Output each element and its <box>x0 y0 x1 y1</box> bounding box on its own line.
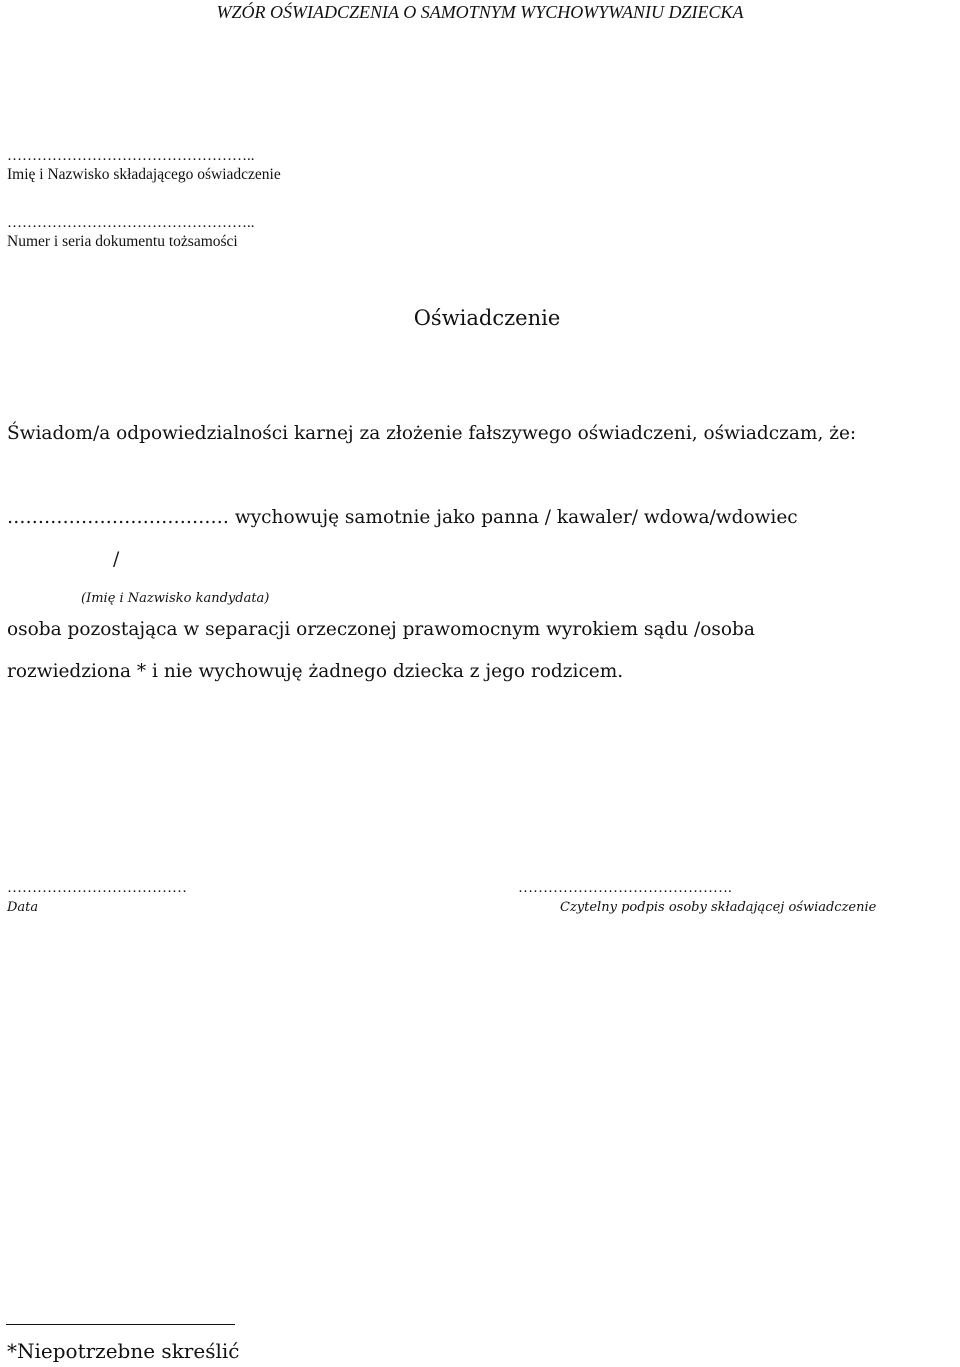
intro-statement: Świadom/a odpowiedzialności karnej za złożenie fałszywego oświadczeni, oświadczam, że: <box>7 423 857 444</box>
signature-label: Czytelny podpis osoby składającej oświadczenie <box>560 900 877 915</box>
document-id-caption: Numer i seria dokumentu tożsamości <box>7 233 238 250</box>
declarant-name-dots: ………………………………………….. <box>7 148 255 164</box>
date-dots: ……………………………… <box>7 880 187 896</box>
candidate-name-caption: (Imię i Nazwisko kandydata) <box>81 591 270 606</box>
statement-line-2: osoba pozostająca w separacji orzeczonej prawomocnym wyrokiem sądu /osoba <box>7 619 755 640</box>
statement-line-3: rozwiedziona * i nie wychowuję żadnego dziecka z jego rodzicem. <box>7 661 624 682</box>
statement-slash: / <box>113 549 120 570</box>
footnote: *Niepotrzebne skreślić <box>7 1339 240 1363</box>
document-id-dots: ………………………………………….. <box>7 215 255 231</box>
statement-line-1 <box>7 507 798 528</box>
candidate-name-dots: ……………………………… <box>7 507 229 528</box>
footnote-divider <box>6 1324 235 1325</box>
signature-dots: ……………………………………. <box>518 880 732 896</box>
declarant-name-caption: Imię i Nazwisko składającego oświadczenie <box>7 166 281 183</box>
page-title: Oświadczenie <box>413 306 561 330</box>
statement-line-1-text: wychowuję samotnie jako panna / kawaler/ wdowa/wdowiec <box>234 507 798 528</box>
date-label: Data <box>7 900 39 915</box>
document-heading: WZÓR OŚWIADCZENIA O SAMOTNYM WYCHOWYWANIU DZIECKA <box>216 2 744 22</box>
